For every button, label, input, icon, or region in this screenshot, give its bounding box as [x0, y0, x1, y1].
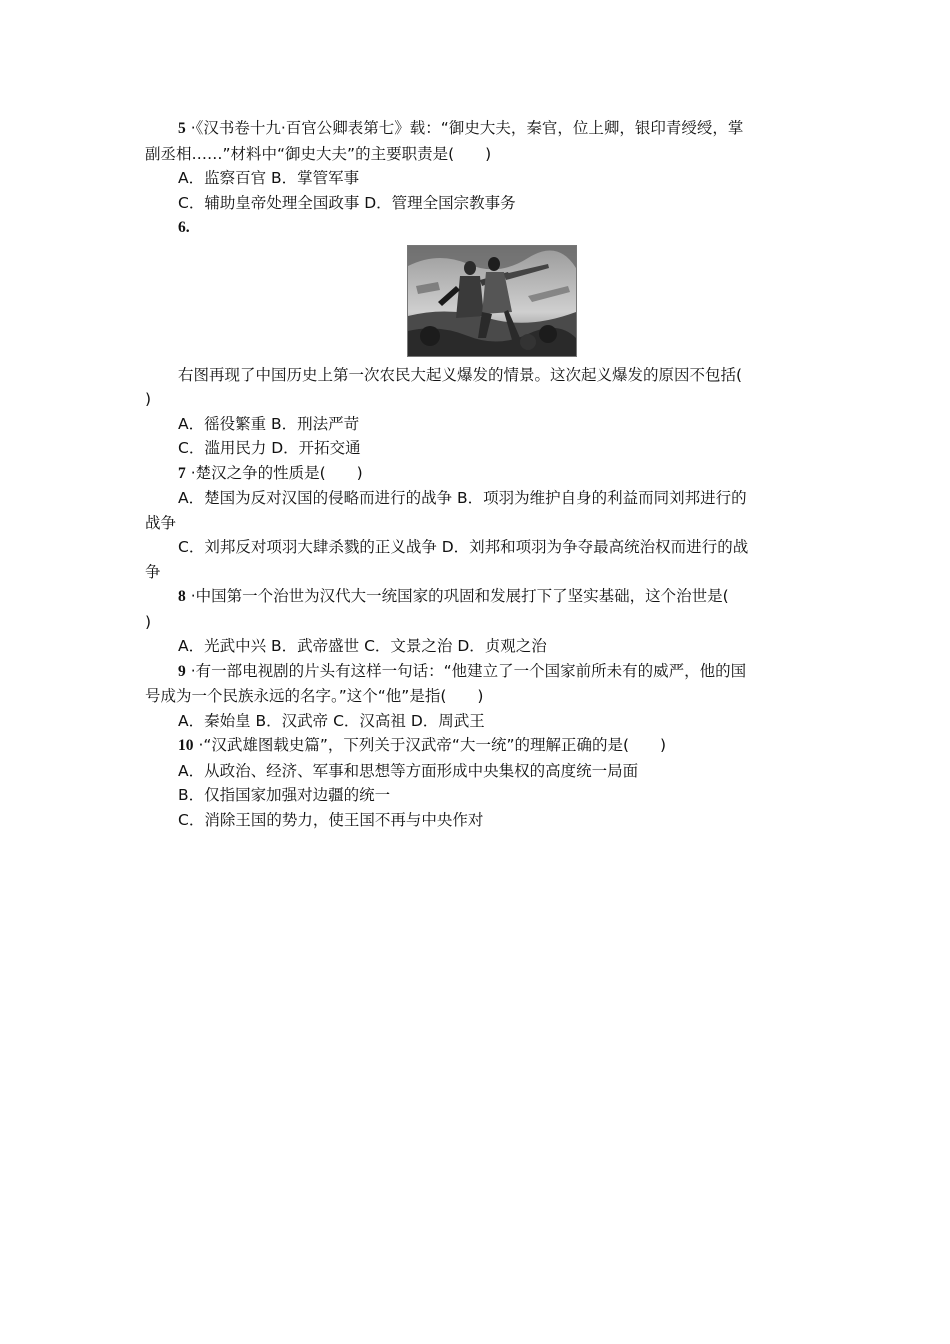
- question-7-option: A．楚国为反对汉国的侵略而进行的战争 B．项羽为维护自身的利益而同刘邦进行的: [178, 489, 747, 507]
- uprising-illustration: [407, 245, 577, 357]
- question-10-line-1: [145, 733, 807, 759]
- document-page: [145, 116, 807, 832]
- question-number: 8: [178, 588, 186, 605]
- question-10-option: A．从政治、经济、军事和思想等方面形成中央集权的高度统一局面: [178, 761, 639, 780]
- question-5-line-1: [145, 116, 807, 142]
- question-number: 10: [178, 737, 194, 754]
- question-6-line-2: ): [145, 390, 152, 408]
- question-10-option: B．仅指国家加强对边疆的统一: [178, 786, 391, 804]
- question-text: ·“汉武雄图载史篇”，下列关于汉武帝“大一统”的理解正确的是( ): [198, 736, 667, 754]
- question-7-line-1: [145, 461, 807, 487]
- question-text: ·楚汉之争的性质是( ): [190, 463, 363, 482]
- question-9-line-1: [145, 659, 807, 685]
- question-6-option: C．滥用民力 D．开拓交通: [178, 439, 361, 457]
- question-number: 7: [178, 464, 186, 482]
- question-7-option-cont: 争: [145, 562, 161, 581]
- question-8-option: A．光武中兴 B．武帝盛世 C．文景之治 D．贞观之治: [178, 637, 547, 655]
- question-10-option: C．消除王国的势力，使王国不再与中央作对: [178, 810, 484, 829]
- question-6-number: [145, 215, 807, 241]
- question-number: 6.: [178, 219, 190, 236]
- question-number: 9: [178, 662, 186, 680]
- question-text: ·中国第一个治世为汉代大一统国家的巩固和发展打下了坚实基础，这个治世是(: [190, 587, 729, 605]
- question-5-option: C．辅助皇帝处理全国政事 D．管理全国宗教事务: [178, 193, 516, 212]
- question-9-line-2: 号成为一个民族永远的名字。”这个“他”是指( ): [145, 687, 484, 705]
- question-6-line-1: 右图再现了中国历史上第一次农民大起义爆发的情景。这次起义爆发的原因不包括(: [178, 365, 743, 384]
- question-number: 5: [178, 120, 186, 137]
- question-8-line-2: ): [145, 612, 152, 631]
- question-9-option: A．秦始皇 B．汉武帝 C．汉高祖 D．周武王: [178, 711, 485, 730]
- question-8-line-1: [145, 584, 807, 610]
- question-text: ·有一部电视剧的片头有这样一句话：“他建立了一个国家前所未有的威严，他的国: [190, 661, 747, 680]
- question-5-line-2: 副丞相……”材料中“御史大夫”的主要职责是( ): [145, 144, 492, 163]
- question-5-option: A．监察百官 B．掌管军事: [178, 169, 360, 187]
- question-7-option: C．刘邦反对项羽大肆杀戮的正义战争 D．刘邦和项羽为争夺最高统治权而进行的战: [178, 538, 749, 556]
- uprising-painting-image: [408, 246, 576, 356]
- question-7-option-cont: 战争: [145, 513, 177, 532]
- question-6-option: A．徭役繁重 B．刑法严苛: [178, 414, 360, 433]
- question-text: ·《汉书卷十九·百官公卿表第七》载：“御史大夫，秦官，位上卿，银印青绶绶，掌: [190, 119, 744, 137]
